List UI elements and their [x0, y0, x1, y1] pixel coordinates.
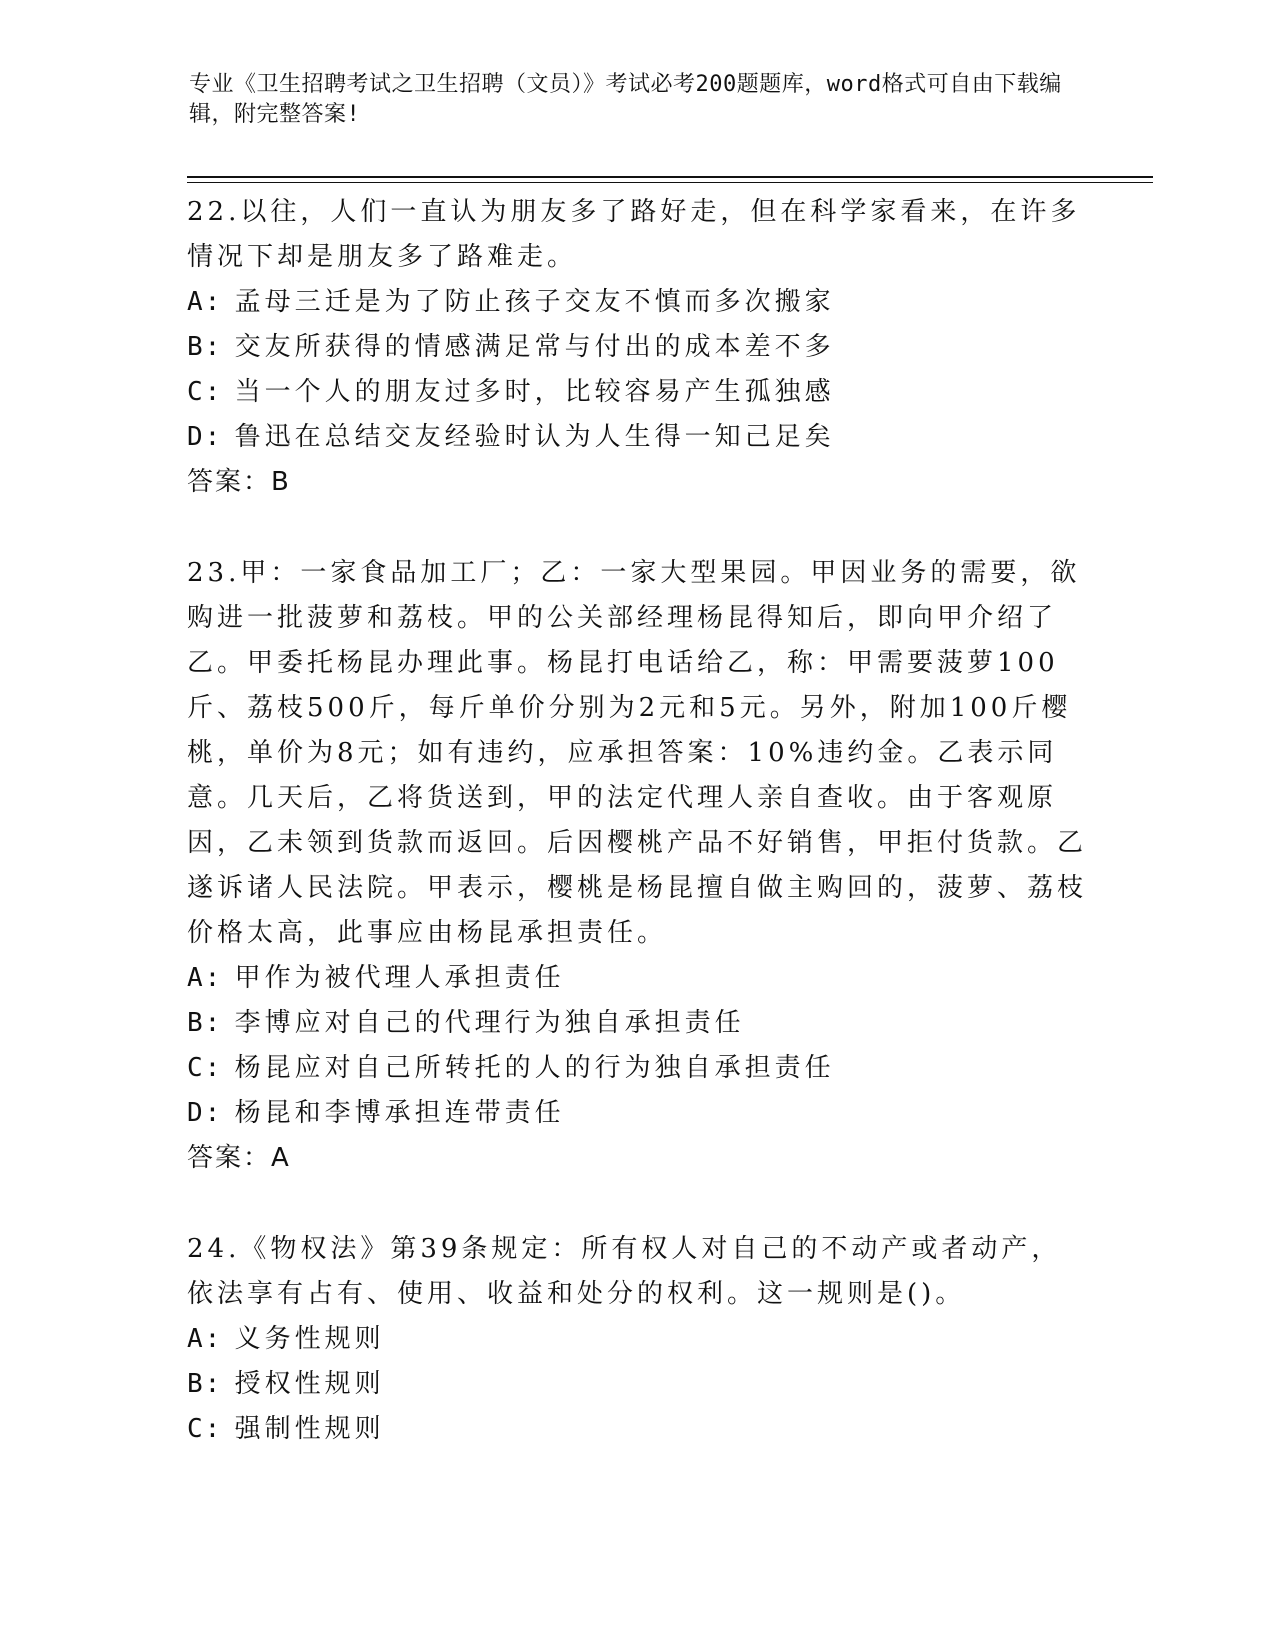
option-letter: A:	[187, 287, 223, 317]
question-22	[187, 190, 1087, 505]
option-letter: A:	[187, 1324, 223, 1354]
option-letter: D:	[187, 422, 223, 452]
option-c	[187, 1046, 1087, 1091]
answer-line: 答案：B	[187, 467, 291, 497]
option-letter: D:	[187, 1098, 223, 1128]
option-text: 当一个人的朋友过多时，比较容易产生孤独感	[234, 377, 835, 407]
option-text: 义务性规则	[234, 1324, 385, 1354]
question-spacer	[187, 505, 1087, 551]
question-stem: 22.以往，人们一直认为朋友多了路好走，但在科学家看来，在许多情况下却是朋友多了路难走。	[187, 197, 1081, 272]
page-header: 专业《卫生招聘考试之卫生招聘（文员）》考试必考200题题库，word格式可自由下载编辑，附完整答案!	[189, 72, 1062, 127]
question-stem: 23.甲：一家食品加工厂；乙：一家大型果园。甲因业务的需要，欲购进一批菠萝和荔枝。甲的公关部经理杨昆得知后，即向甲介绍了乙。甲委托杨昆办理此事。杨昆打电话给乙，称：甲需要菠萝100斤、荔枝500斤，每斤单价分别为2元和5元。另外，附加100斤樱桃，单价为8元；如有违约，应承担答案：10%违约金。乙表示同意。几天后，乙将货送到，甲的法定代理人亲自查收。由于客观原因，乙未领到货款而返回。后因樱桃产品不好销售，甲拒付货款。乙遂诉诸人民法院。甲表示，樱桃是杨昆擅自做主购回的，菠萝、荔枝价格太高，此事应由杨昆承担责任。	[187, 558, 1088, 948]
option-d	[187, 1091, 1087, 1136]
option-text: 鲁迅在总结交友经验时认为人生得一知己足矣	[234, 422, 835, 452]
option-a	[187, 1317, 1087, 1362]
option-letter: C:	[187, 377, 223, 407]
option-c	[187, 1407, 1087, 1452]
header-divider-thick	[187, 176, 1153, 178]
option-a	[187, 280, 1087, 325]
option-d	[187, 415, 1087, 460]
answer-line: 答案：A	[187, 1143, 291, 1173]
header-divider-thin	[187, 182, 1153, 183]
option-letter: B:	[187, 1008, 223, 1038]
option-text: 甲作为被代理人承担责任	[234, 963, 565, 993]
option-text: 孟母三迁是为了防止孩子交友不慎而多次搬家	[234, 287, 835, 317]
question-list	[187, 190, 1087, 1452]
option-text: 交友所获得的情感满足常与付出的成本差不多	[234, 332, 835, 362]
option-letter: A:	[187, 963, 223, 993]
option-b	[187, 1362, 1087, 1407]
question-spacer	[187, 1181, 1087, 1227]
option-letter: C:	[187, 1053, 223, 1083]
option-letter: B:	[187, 332, 223, 362]
option-text: 授权性规则	[234, 1369, 385, 1399]
option-text: 强制性规则	[234, 1414, 385, 1444]
option-b	[187, 325, 1087, 370]
question-23	[187, 551, 1087, 1181]
option-c	[187, 370, 1087, 415]
option-text: 李博应对自己的代理行为独自承担责任	[234, 1008, 745, 1038]
option-text: 杨昆应对自己所转托的人的行为独自承担责任	[234, 1053, 835, 1083]
option-letter: C:	[187, 1414, 223, 1444]
option-a	[187, 956, 1087, 1001]
option-b	[187, 1001, 1087, 1046]
question-24	[187, 1227, 1087, 1452]
question-stem: 24.《物权法》第39条规定：所有权人对自己的不动产或者动产，依法享有占有、使用、收益和处分的权利。这一规则是()。	[187, 1234, 1062, 1309]
option-text: 杨昆和李博承担连带责任	[234, 1098, 565, 1128]
option-letter: B:	[187, 1369, 223, 1399]
